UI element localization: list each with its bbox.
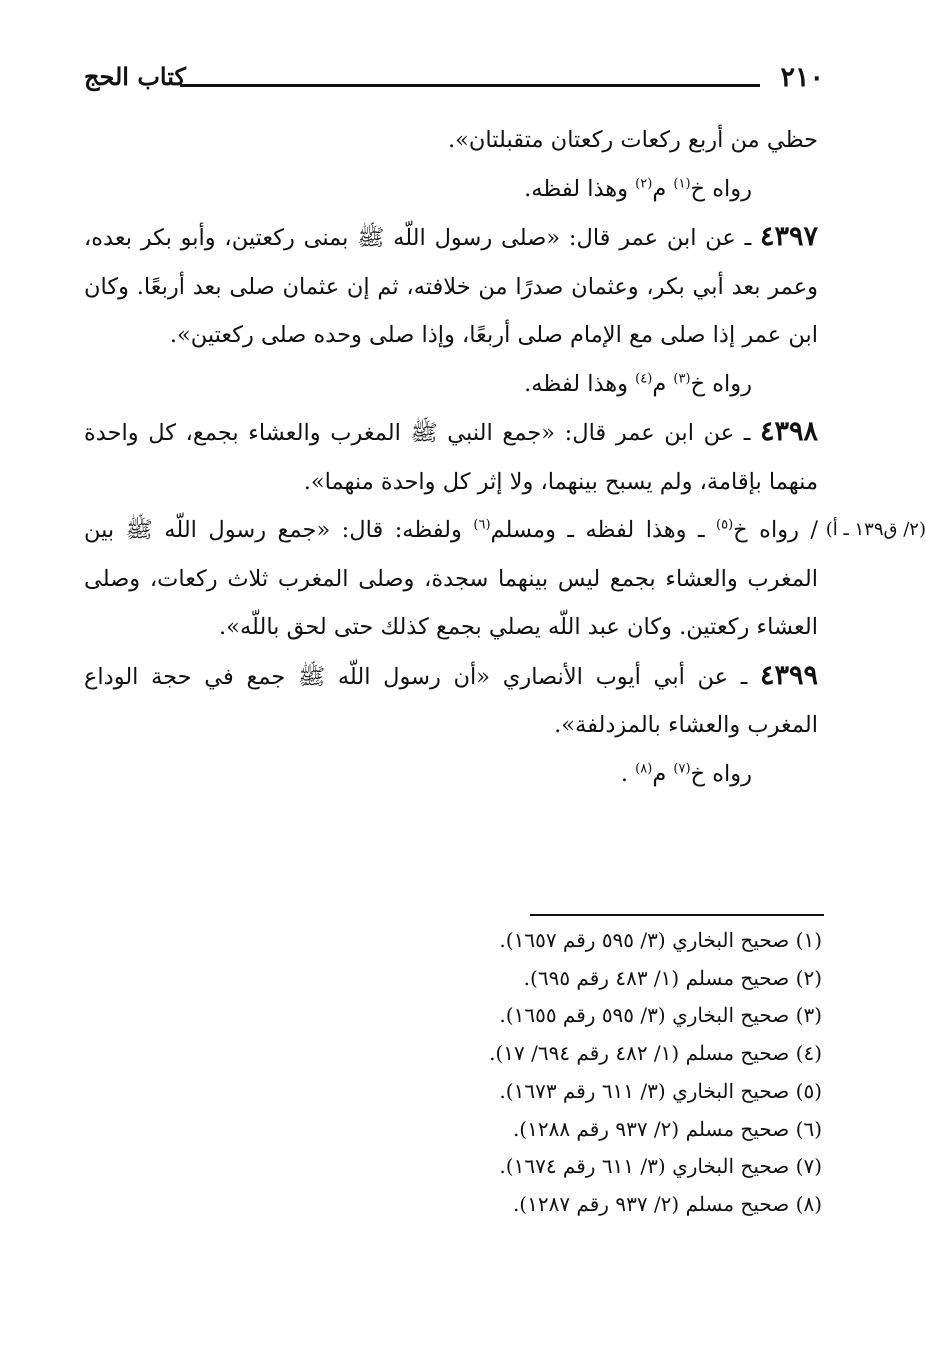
footnotes bbox=[442, 922, 822, 1224]
footnote: (٦) صحيح مسلم (٢/ ٩٣٧ رقم ١٢٨٨). bbox=[512, 1116, 822, 1141]
footnote: (٥) صحيح البخاري (٣/ ٦١١ رقم ١٦٧٣). bbox=[499, 1078, 822, 1103]
footnote-separator bbox=[530, 914, 824, 916]
footnote-marker: (٥) bbox=[716, 517, 734, 533]
footnote: (٨) صحيح مسلم (٢/ ٩٣٧ رقم ١٢٨٧). bbox=[512, 1191, 822, 1216]
hadith-4398-reference: (٢/ ق١٣٩ ـ أ) / رواه خ$^{(٥)}$ ـ وهذا لفظه ـ ومسلم$^{(٦)}$ ولفظه: قال: «جمع رسول اللّه ﷺ بين المغرب والعشاء بجمع ليس بينهما سجدة، وصلى المغرب ثلاث ركعات، وصلى العشاء ركعتين. وكان عبد اللّه يصلي بجمع كذلك حتى لحق باللّه». bbox=[84, 506, 818, 652]
manuscript-margin-note: (٢/ ق١٣٩ ـ أ) bbox=[825, 519, 926, 540]
hadith-4399-reference: رواه خ$^{(٧)}$ م$^{(٨)}$ . bbox=[620, 760, 752, 787]
book-title: كتاب الحج bbox=[84, 62, 186, 91]
hadith-number: ٤٣٩٨ bbox=[759, 416, 818, 447]
footnote-marker: (١) bbox=[673, 176, 691, 191]
hadith-4398: ٤٣٩٨ ـ عن ابن عمر قال: «جمع النبي ﷺ المغرب والعشاء بجمع، كل واحدة منهما بإقامة، ولم يسبح بينهما، ولا إثر كل واحدة منهما». bbox=[84, 416, 818, 495]
footnote: (٢) صحيح مسلم (١/ ٤٨٣ رقم ٦٩٥). bbox=[523, 965, 822, 990]
footnote: (٣) صحيح البخاري (٣/ ٥٩٥ رقم ١٦٥٥). bbox=[499, 1003, 822, 1028]
footnote: (١) صحيح البخاري (٣/ ٥٩٥ رقم ١٦٥٧). bbox=[499, 928, 822, 952]
page-header bbox=[84, 62, 824, 102]
intro-line: حظي من أربع ركعات ركعتان متقبلتان». bbox=[447, 127, 818, 153]
page-number: ٢١٠ bbox=[780, 62, 824, 93]
footnote-marker: (٢) bbox=[635, 176, 653, 191]
footnote-marker: (٧) bbox=[673, 761, 691, 776]
footnote: (٤) صحيح مسلم (١/ ٤٨٢ رقم ٦٩٤/ ١٧). bbox=[489, 1041, 822, 1066]
footnote-marker: (٦) bbox=[473, 517, 491, 533]
main-text bbox=[84, 116, 926, 798]
footnote: (٧) صحيح البخاري (٣/ ٦١١ رقم ١٦٧٤). bbox=[499, 1154, 822, 1179]
footnote-marker: (٨) bbox=[635, 761, 653, 776]
hadith-4397: ٤٣٩٧ ـ عن ابن عمر قال: «صلى رسول اللّه ﷺ بمنى ركعتين، وأبو بكر بعده، وعمر بعد أبي بكر، وعثمان صدرًا من خلافته، ثم إن عثمان صلى بعد أربعًا. وكان ابن عمر إذا صلى مع الإمام صلى أربعًا، وإذا صلى وحده صلى ركعتين». bbox=[84, 221, 818, 348]
header-rule bbox=[180, 84, 760, 87]
intro-reference: رواه خ$^{(١)}$ م$^{(٢)}$ وهذا لفظه. bbox=[524, 175, 752, 202]
hadith-number: ٤٣٩٧ bbox=[759, 221, 818, 252]
footnote-marker: (٤) bbox=[635, 371, 653, 386]
hadith-4397-reference: رواه خ$^{(٣)}$ م$^{(٤)}$ وهذا لفظه. bbox=[524, 370, 752, 397]
footnote-marker: (٣) bbox=[673, 371, 691, 386]
hadith-4399: ٤٣٩٩ ـ عن أبي أيوب الأنصاري «أن رسول اللّه ﷺ جمع في حجة الوداع المغرب والعشاء بالمزدلفة». bbox=[84, 659, 818, 738]
hadith-number: ٤٣٩٩ bbox=[759, 659, 818, 691]
